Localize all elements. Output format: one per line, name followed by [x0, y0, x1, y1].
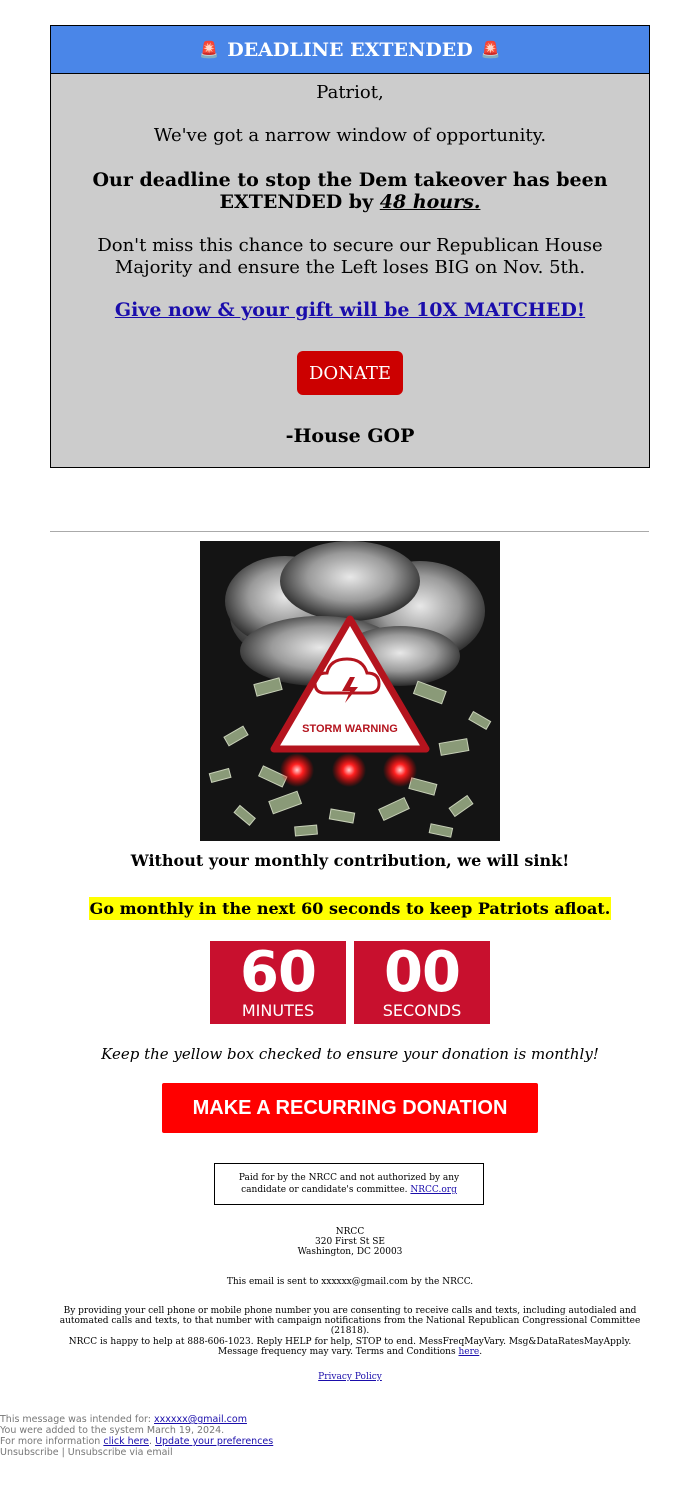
red-lights	[280, 753, 417, 787]
alert-header	[51, 26, 649, 74]
countdown-minutes-label: MINUTES	[241, 1001, 315, 1020]
terms-here-link[interactable]: here	[458, 1347, 480, 1357]
privacy-wrap	[0, 1372, 700, 1382]
address-street: 320 First St SE	[315, 1237, 385, 1247]
countdown-minutes-value: 60	[240, 940, 316, 1005]
email-footer	[0, 1414, 700, 1458]
mailing-address	[0, 1227, 700, 1257]
matched-gift-link[interactable]: Give now & your gift will be 10X MATCHED!	[114, 299, 586, 321]
countdown-seconds-label: SECONDS	[382, 1001, 462, 1020]
storm-warning-sign-text: STORM WARNING	[302, 723, 398, 735]
unsubscribe-links[interactable]: Unsubscribe | Unsubscribe via email	[0, 1447, 173, 1458]
phone-consent-text: By providing your cell phone or mobile phone number you are consenting to receive calls and texts, including autodialed and automated calls and texts, to that number with campaign notifications from the National Republican Congressional Committee (21818).	[59, 1306, 641, 1336]
footer-more-info	[0, 1436, 700, 1447]
alert-header-title: DEADLINE EXTENDED	[227, 38, 473, 61]
go-monthly-highlight: Go monthly in the next 60 seconds to keep Patriots afloat.	[89, 899, 611, 918]
keep-checked-text: Keep the yellow box checked to ensure your donation is monthly!	[101, 1045, 599, 1063]
intended-prefix: This message was intended for:	[0, 1414, 151, 1425]
disclaimer-content	[229, 1172, 469, 1196]
privacy-policy-link[interactable]: Privacy Policy	[318, 1372, 382, 1382]
donate-button[interactable]: DONATE	[297, 351, 403, 395]
siren-icon: 🚨	[480, 39, 501, 59]
storm-warning-image[interactable]	[200, 541, 500, 841]
address-city: Washington, DC 20003	[297, 1247, 403, 1257]
deadline-text: Our deadline to stop the Dem takeover has been EXTENDED by	[92, 169, 608, 213]
deadline-alert-box	[50, 25, 650, 468]
address-org: NRCC	[335, 1227, 365, 1237]
countdown-seconds	[354, 941, 490, 1024]
greeting: Patriot,	[316, 82, 384, 103]
deadline-message	[51, 169, 649, 213]
storm-warning-illustration	[200, 541, 500, 841]
footer-separator: .	[149, 1436, 153, 1447]
nrcc-link[interactable]: NRCC.org	[410, 1185, 457, 1195]
disclaimer-text: Paid for by the NRCC and not authorized by any candidate or candidate's committee.	[238, 1173, 460, 1195]
more-info-prefix: For more information	[0, 1436, 101, 1447]
intended-email-link[interactable]: xxxxxx@gmail.com	[154, 1414, 247, 1425]
help-body: NRCC is happy to help at 888-606-1023. Reply HELP for help, STOP to end. MessFreqMayVary. Msg&DataRatesMayApply. Message frequency may vary. Terms and Conditions	[68, 1337, 632, 1357]
countdown-seconds-value: 00	[384, 940, 460, 1005]
footer-intended	[0, 1414, 700, 1425]
countdown-minutes	[210, 941, 346, 1024]
paid-for-disclaimer	[214, 1163, 484, 1205]
recurring-donation-button[interactable]: MAKE A RECURRING DONATION	[162, 1083, 538, 1133]
signature: -House GOP	[285, 425, 415, 447]
update-preferences-link[interactable]: Update your preferences	[155, 1436, 274, 1447]
footer-added: You were added to the system March 19, 2024.	[0, 1425, 225, 1436]
highlight-wrap	[0, 899, 700, 918]
help-end: .	[479, 1347, 483, 1357]
sent-to-notice: This email is sent to xxxxxx@gmail.com by the NRCC.	[226, 1277, 474, 1287]
help-text	[0, 1337, 700, 1357]
section-divider	[50, 531, 649, 532]
opportunity-line: We've got a narrow window of opportunity.	[153, 125, 547, 146]
deadline-hours: 48 hours.	[379, 191, 481, 213]
monthly-tagline: Without your monthly contribution, we will sink!	[130, 851, 570, 870]
click-here-link[interactable]: click here	[103, 1436, 150, 1447]
siren-icon: 🚨	[199, 39, 220, 59]
majority-paragraph: Don't miss this chance to secure our Republican House Majority and ensure the Left loses BIG on Nov. 5th.	[97, 235, 603, 278]
